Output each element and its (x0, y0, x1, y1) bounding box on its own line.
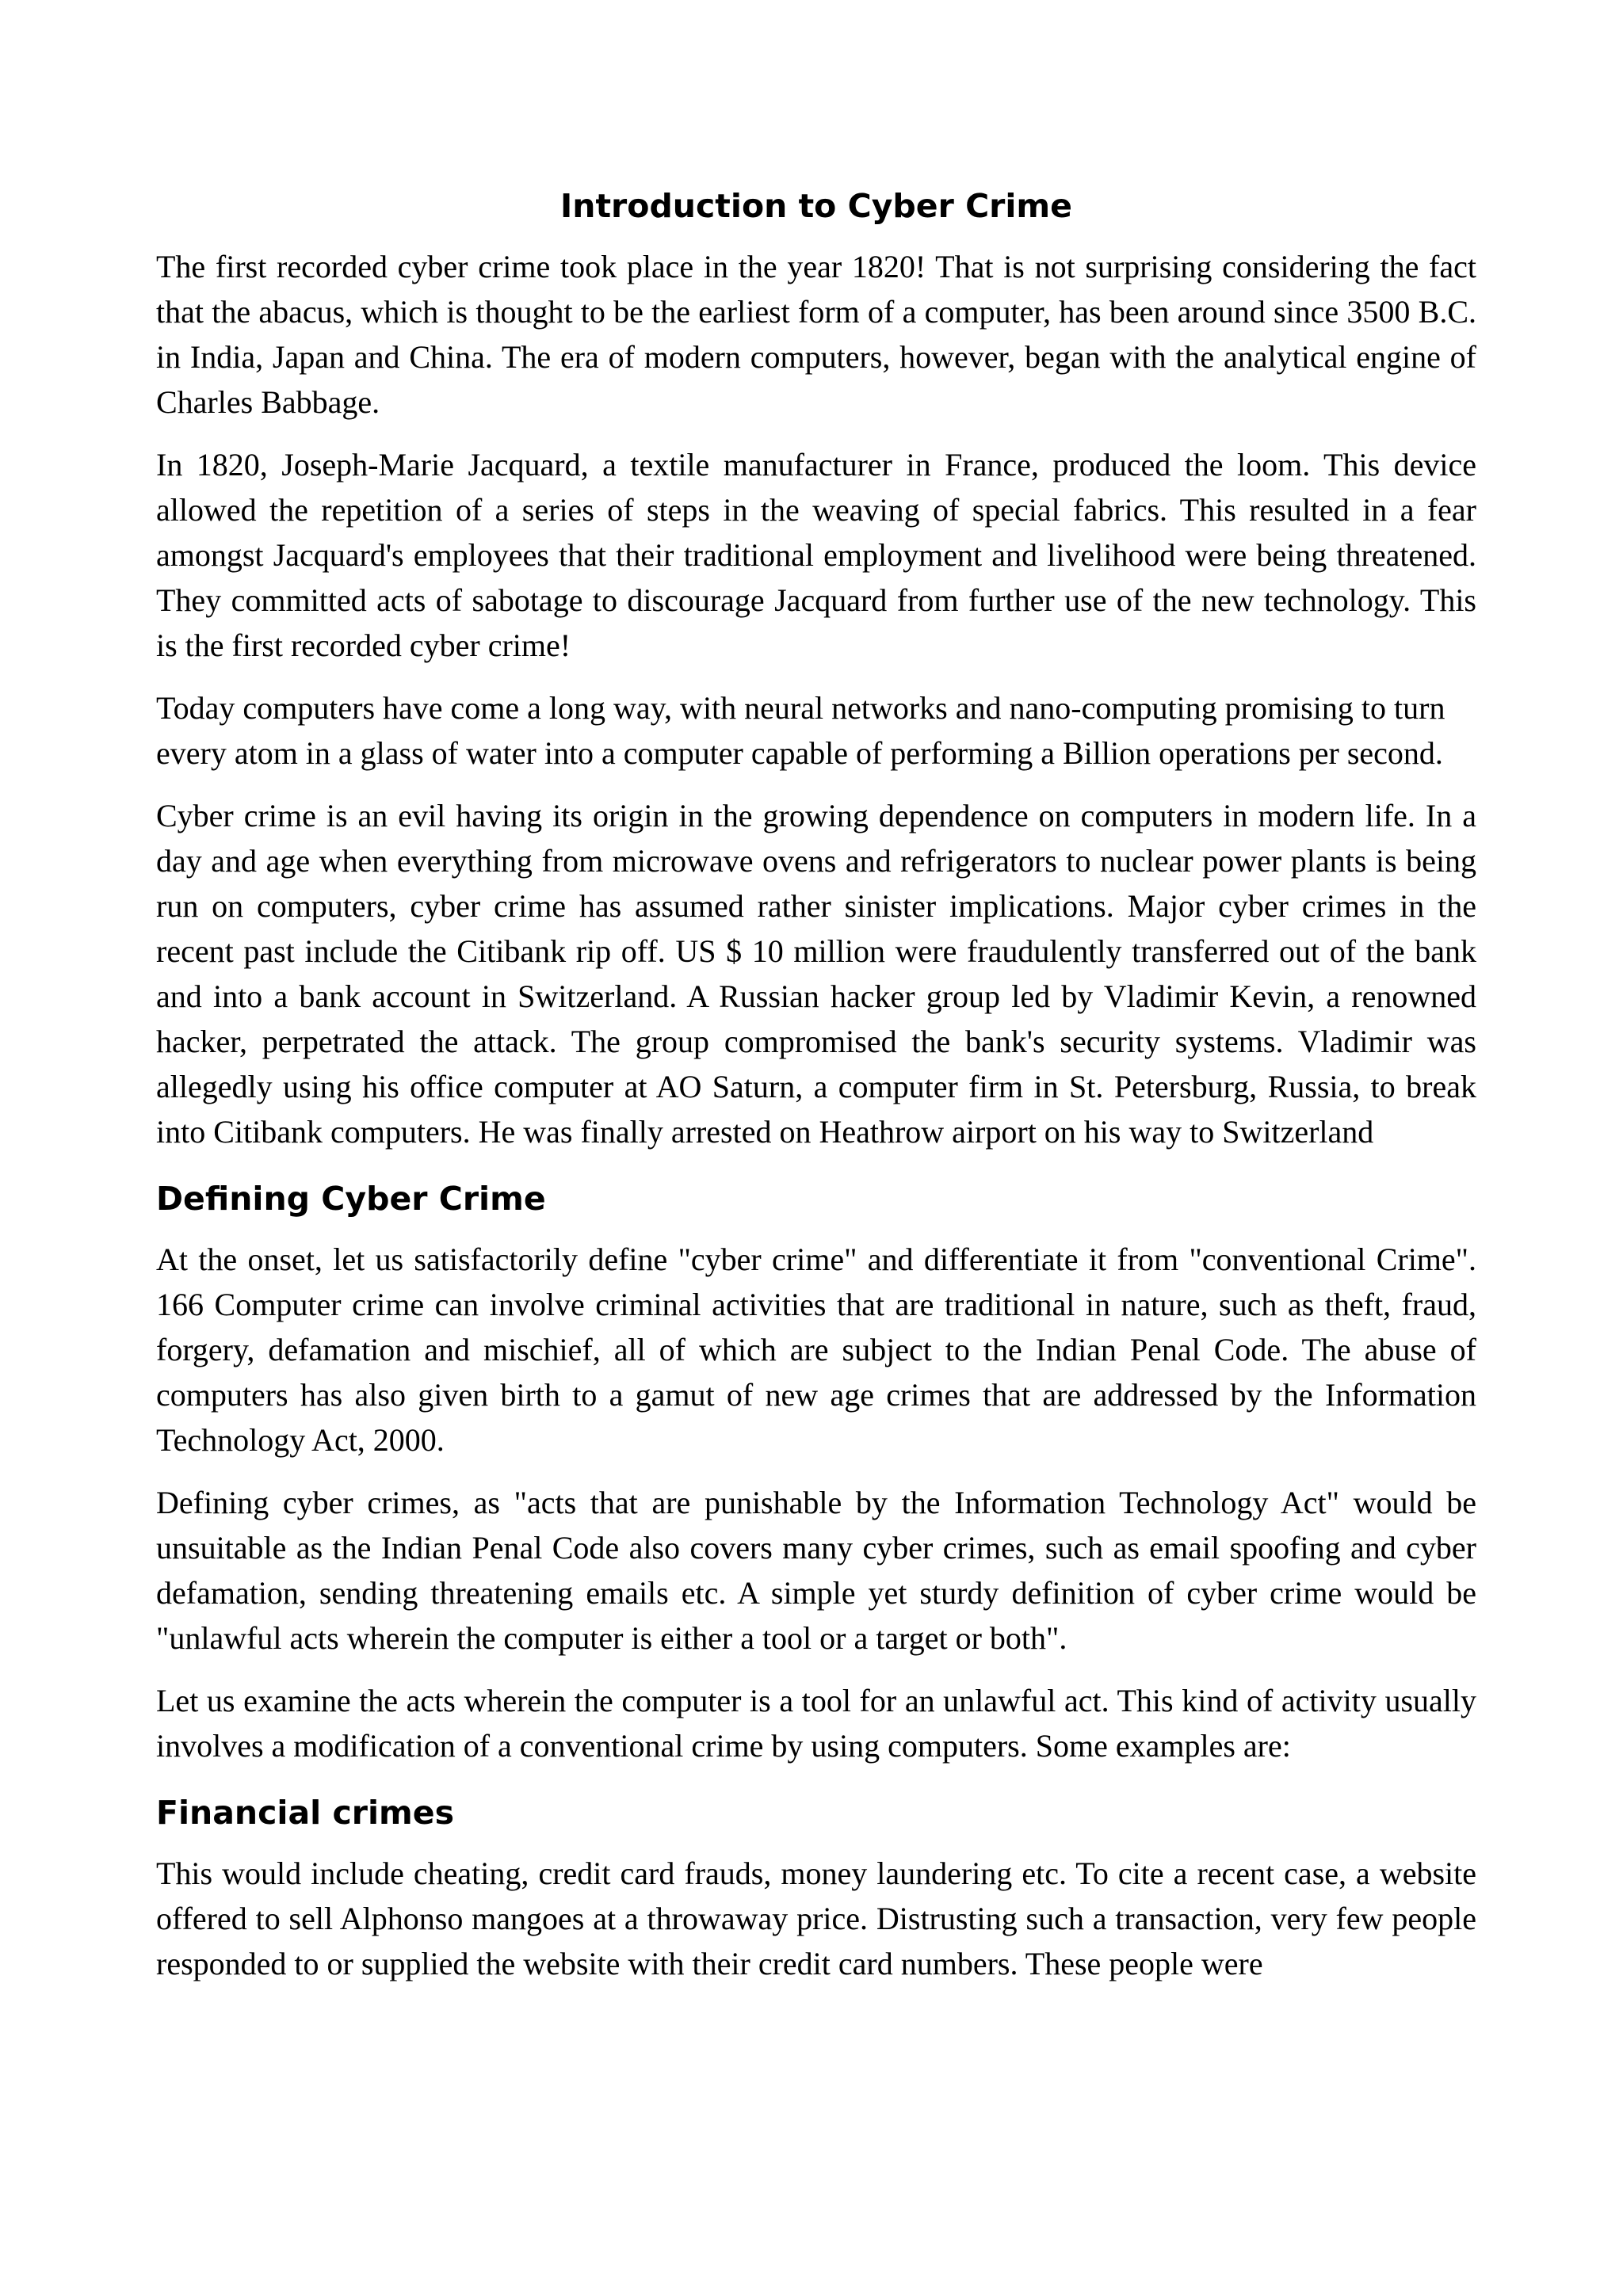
section-heading-financial-crimes: Financial crimes (156, 1794, 454, 1832)
intro-paragraph-2: In 1820, Joseph-Marie Jacquard, a textile manufacturer in France, produced the loom. This device allowed the repetition of a series of steps in the weaving of special fabrics. This resulted in a fear amongst Jacquard's employees that their traditional employment and livelihood were being threatened. They committed acts of sabotage to discourage Jacquard from further use of the new technology. This is the first recorded cyber crime! (156, 447, 1476, 663)
intro-paragraph-4: Cyber crime is an evil having its origin in the growing dependence on computers in modern life. In a day and age when everything from microwave ovens and refrigerators to nuclear power plants is being run on computers, cyber crime has assumed rather sinister implications. Major cyber crimes in the recent past include the Citibank rip off. US $ 10 million were fraudulently transferred out of the bank and into a bank account in Switzerland. A Russian hacker group led by Vladimir Kevin, a renowned hacker, perpetrated the attack. The group compromised the bank's security systems. Vladimir was allegedly using his office computer at AO Saturn, a computer firm in St. Petersburg, Russia, to break into Citibank computers. He was finally arrested on Heathrow airport on his way to Switzerland (156, 798, 1476, 1150)
document-title: Introduction to Cyber Crime (560, 187, 1072, 225)
document-body (156, 184, 1476, 1986)
defining-paragraph-2: Defining cyber crimes, as "acts that are punishable by the Information Technology Act" would be unsuitable as the Indian Penal Code also covers many cyber crimes, such as email spoofing and cyber defamation, sending threatening emails etc. A simple yet sturdy definition of cyber crime would be "unlawful acts wherein the computer is either a tool or a target or both". (156, 1485, 1476, 1656)
defining-paragraph-1: At the onset, let us satisfactorily define "cyber crime" and differentiate it from "conventional Crime". 166 Computer crime can involve criminal activities that are traditional in nature, such as theft, fraud, forgery, defamation and mischief, all of which are subject to the Indian Penal Code. The abuse of computers has also given birth to a gamut of new age crimes that are addressed by the Information Technology Act, 2000. (156, 1241, 1476, 1458)
financial-paragraph-1: This would include cheating, credit card frauds, money laundering etc. To cite a recent case, a website offered to sell Alphonso mangoes at a throwaway price. Distrusting such a transaction, very few people responded to or supplied the website with their credit card numbers. These people were (156, 1855, 1476, 1981)
defining-paragraph-3: Let us examine the acts wherein the computer is a tool for an unlawful act. This kind of activity usually involves a modification of a conventional crime by using computers. Some examples are: (156, 1683, 1476, 1764)
intro-paragraph-1: The first recorded cyber crime took place in the year 1820! That is not surprising considering the fact that the abacus, which is thought to be the earliest form of a computer, has been around since 3500 B.C. in India, Japan and China. The era of modern computers, however, began with the analytical engine of Charles Babbage. (156, 249, 1476, 420)
intro-paragraph-3: Today computers have come a long way, with neural networks and nano-computing promising to turn every atom in a glass of water into a computer capable of performing a Billion operations per second. (156, 690, 1445, 771)
section-heading-defining-cyber-crime: Defining Cyber Crime (156, 1180, 546, 1218)
